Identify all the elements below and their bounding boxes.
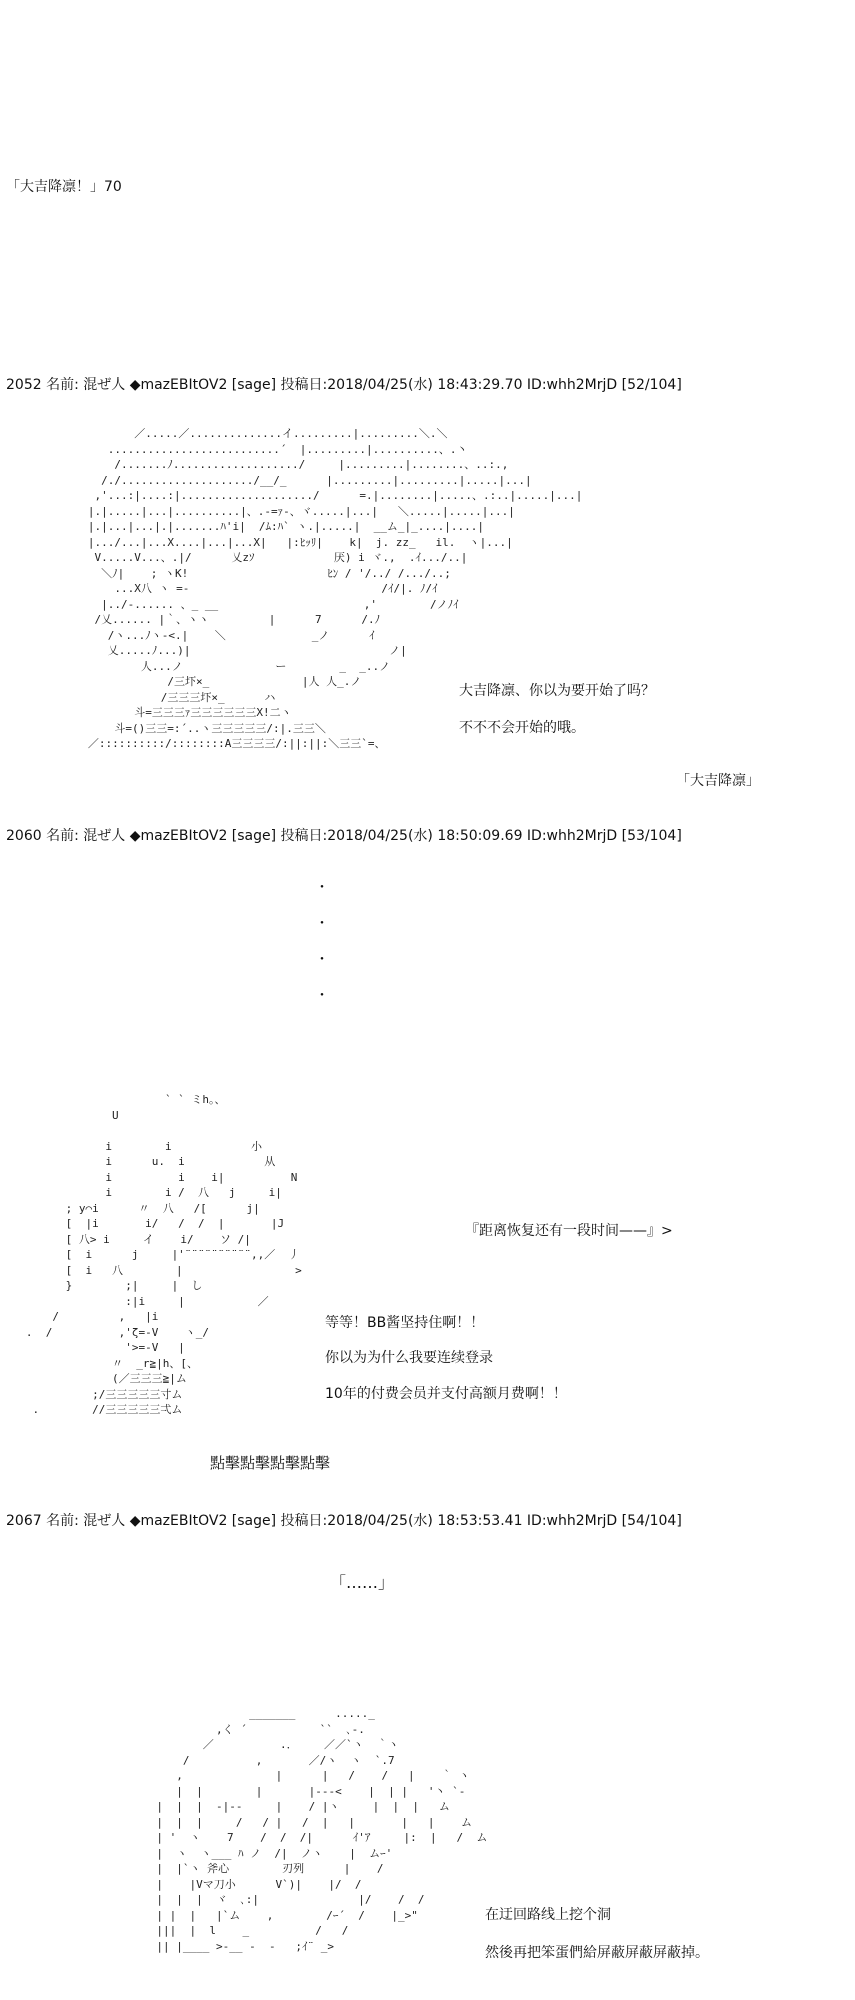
ellipsis-dot: ・ [315, 916, 329, 932]
dialogue-line: 然後再把笨蛋們給屏蔽屏蔽屏蔽掉。 [485, 1945, 709, 1961]
dialogue-line: 10年的付费会员并支付高额月费啊！！ [325, 1386, 567, 1402]
ellipsis-dot: ・ [315, 988, 329, 1004]
post-header: 2060 名前: 混ぜ人 ◆mazEBItOV2 [sage] 投稿日:2018/04/25(水) 18:50:09.69 ID:whh2MrjD [53/104] [6, 828, 682, 844]
post-header: 2052 名前: 混ぜ人 ◆mazEBItOV2 [sage] 投稿日:2018/04/25(水) 18:43:29.70 ID:whh2MrjD [52/104] [6, 377, 682, 393]
dialogue-line: 大吉降凛、你以为要开始了吗？ [459, 683, 655, 699]
dialogue-line: 在迂回路线上挖个洞 [485, 1907, 611, 1923]
narration-text: 『距离恢复还有一段时间——』> [465, 1223, 673, 1239]
intro-text: 「大吉降凛！」70 [6, 179, 122, 195]
ascii-art-figure: ／.....／..............イ.........|.........＼.＼ ..........................´ |.........|..........、.丶 /.......ﾉ.................../ |.........|........、..:., /./..................../__/_ |.........|.........|.....|...| ,'...:|....:|..................../ =.|........|.....、.:..|.....|...| |.|.....|...|..........|、.-=ｧ-、ヾ.....|...| ＼.....|.....|...| |.|...|...|.|.......ﾊ'i| /ﾑ:ﾊ` ヽ.|.....| __ム_|_....|....| |.../...|...X....|...|...X| |:ﾋｯﾘ| k| j. zz_ il. ヽ|...| V.....V...、.|/ 乂zｿ 厌) i ヾ., .ｲ.../..| ＼ﾉ| ; ヽK! ﾋﾝ / '/../ /.../..; ...X八 ヽ =- /ｲ/|. ﾉ/ｲ |../-...... 、_ __ ,' /ノﾉｲ /乂...... |｀、ヽヽ | 7 /.ﾉ /ヽ...ﾉヽ-<.| ＼ _ノ ｲ 乂.....ﾉ...)| ノ| 人...ノ ー _ _..ノ /三圷×_ |人 人_.ノ /三三三圷×_ ハ 斗=三三三ｧ三三三三三三X!二ヽ 斗=()三三=:´..ヽ三三三三三/:|.三三＼ ／::::::::::/::::::::A三三三三/:||:||:＼三三`=、 [87, 427, 583, 750]
ellipsis-dot: ・ [315, 952, 329, 968]
bracket-text: 「……」 [330, 1573, 395, 1592]
dialogue-line: 等等！BB酱坚持住啊！！ [325, 1315, 485, 1331]
dialogue-line: 你以为为什么我要连续登录 [325, 1350, 493, 1366]
speaker-tag: 「大吉降凛」 [676, 773, 760, 789]
ascii-art-figure: _______ ....._ ,く ´ `` ､-. ／ .． ／／`ヽ ｀ヽ / , ／/ヽ ヽ `.7 , | | / / | ｀ ヽ | | | |---< | | | '丶 `- | | | -|-- | / |ヽ | | | ム | | | / / | / | | | | ム | ' ヽ 7 / / /| ｲ'ｱ |: | / ム | ヽ ヽ___ ﾊ ノ /| ノヽ | ムｰ' | |`ヽ 斧心 刃列 | / | |Vマ刀小 V`)| |/ / | | | ヾ ､:| |/ / / | | | |`ム , /ｰ´ / |_>" ||| | l _ / / || |____ >-__ ‐ ‐ ;ｲ¨ _> [156, 1707, 488, 1953]
ellipsis-dot: ・ [315, 880, 329, 896]
ascii-art-figure: ` ` ミh。、 U i i 小 i u. i 从 i i i| N i i / 八 j i| ; у⌒i 〃 八 /[ j| [ |i i/ / / | |J [ 八> i イ i/ ソ /| [ i j |'¨¨¨¨¨¨¨¨¨¨,,／ 丿 [ i 八 | > } ;| | し :|i | ／ / , |i . / ,'ζ=-V ヽ_/ '>=-V | 〃 _r≧|h、[、 (／三三三≧|ム ;/三三三三三寸ム . //三三三三三弌ム [25, 1093, 302, 1416]
dialogue-line: 不不不会开始的哦。 [459, 720, 585, 736]
sound-effect-text: 點擊點擊點擊點擊 [210, 1454, 331, 1472]
post-header: 2067 名前: 混ぜ人 ◆mazEBItOV2 [sage] 投稿日:2018/04/25(水) 18:53:53.41 ID:whh2MrjD [54/104] [6, 1513, 682, 1529]
